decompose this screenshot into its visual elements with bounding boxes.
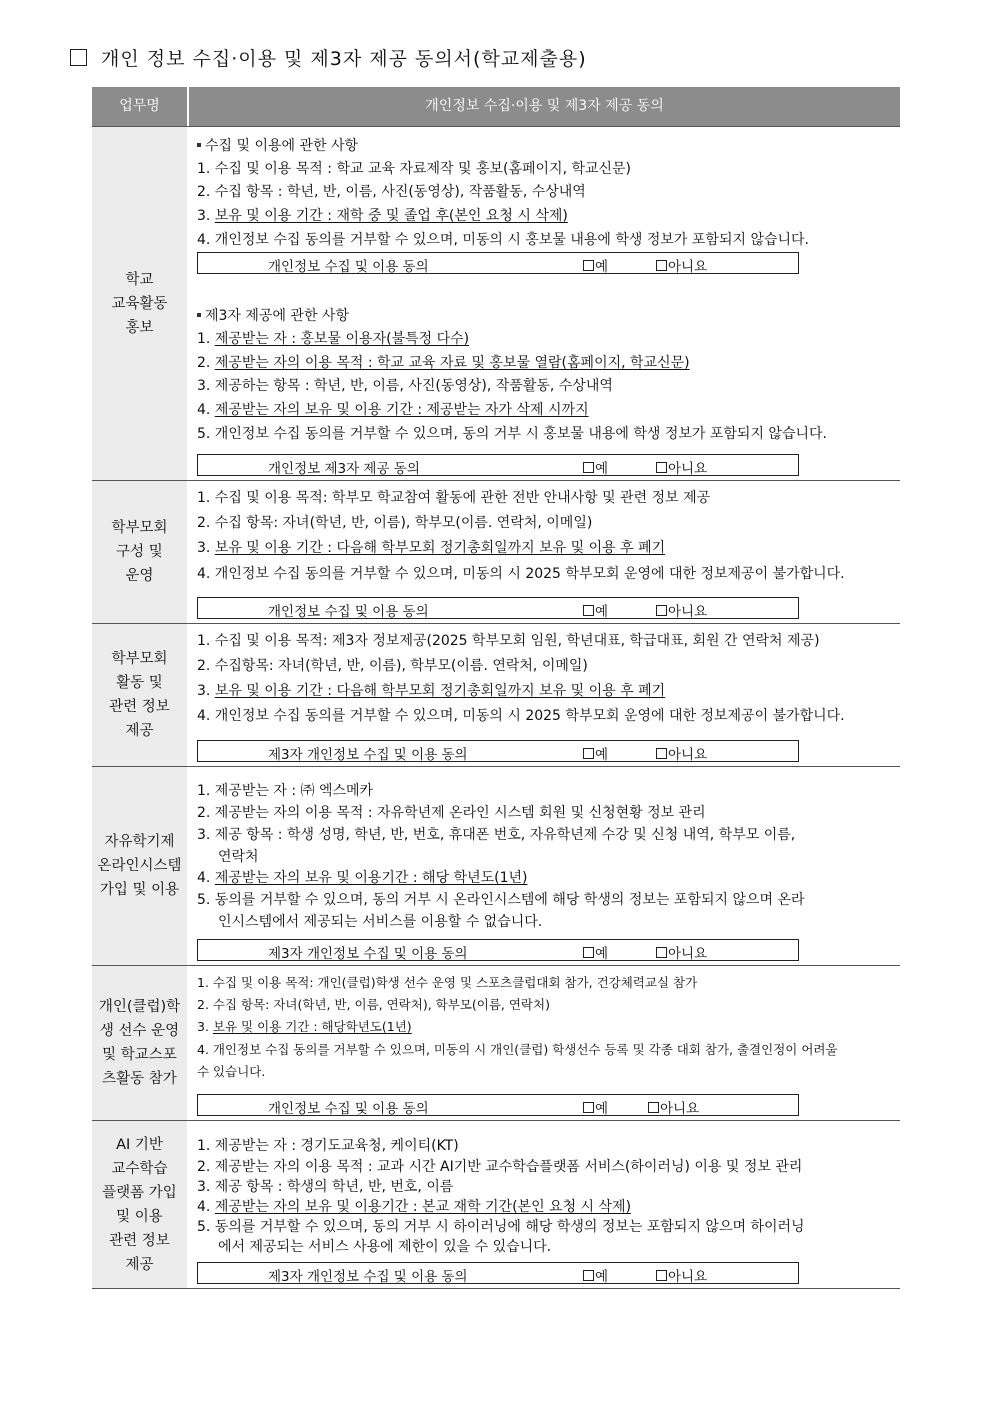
yes-checkbox[interactable]: 예 — [583, 457, 608, 477]
list-item: 2. 수집항목: 자녀(학년, 반, 이름), 학부모(이름. 연락처, 이메일) — [197, 658, 588, 674]
list-item: 2. 수집 항목: 자녀(학년, 반, 이름), 학부모(이름. 연락처, 이메일) — [197, 515, 593, 531]
section-label: 개인(클럽)학 생 선수 운영 및 학교스포 츠활동 참가 — [92, 966, 187, 1120]
consent-box: 제3자 개인정보 수집 및 이용 동의 예 아니요 — [197, 939, 799, 961]
consent-box-collection: 개인정보 수집 및 이용 동의 예 아니요 — [197, 252, 799, 274]
list-item: 3. 제공 항목 : 학생의 학년, 반, 번호, 이름 — [197, 1179, 454, 1195]
no-checkbox[interactable]: 아니요 — [656, 255, 707, 275]
section-ai-learning-platform — [92, 1121, 900, 1289]
consent-box-third-party: 개인정보 제3자 제공 동의 예 아니요 — [197, 454, 799, 476]
yes-checkbox[interactable]: 예 — [583, 942, 608, 962]
consent-box: 개인정보 수집 및 이용 동의 예 아니요 — [197, 597, 799, 619]
list-item: 4. 개인정보 수집 동의를 거부할 수 있으며, 미동의 시 홍보물 내용에 학생 정보가 포함되지 않습니다. — [197, 232, 809, 248]
consent-box: 제3자 개인정보 수집 및 이용 동의 예 아니요 — [197, 740, 799, 762]
list-item: 3. 제공 항목 : 학생 성명, 학년, 반, 번호, 휴대폰 번호, 자유학년제 수강 및 신청 내역, 학부모 이름, — [197, 827, 796, 843]
list-item: 1. 수집 및 이용 목적: 학부모 학교참여 활동에 관한 전반 안내사항 및 관련 정보 제공 — [197, 490, 711, 506]
list-item-continued: 에서 제공되는 서비스 사용에 제한이 있을 수 있습니다. — [218, 1239, 552, 1255]
document-title: 개인 정보 수집·이용 및 제3자 제공 동의서(학교제출용) — [70, 44, 587, 71]
list-item: 2. 수집 항목 : 학년, 반, 이름, 사진(동영상), 작품활동, 수상내역 — [197, 184, 586, 200]
no-checkbox[interactable]: 아니요 — [656, 743, 707, 763]
list-item: 1. 수집 및 이용 목적 : 학교 교육 자료제작 및 홍보(홈페이지, 학교신문) — [197, 161, 632, 177]
section-school-promotion — [92, 127, 900, 481]
section-parent-committee-activity — [92, 624, 900, 767]
no-checkbox[interactable]: 아니요 — [656, 457, 707, 477]
list-item: 5. 동의를 거부할 수 있으며, 동의 거부 시 온라인시스템에 해당 학생의 정보는 포함되지 않으며 온라 — [197, 892, 805, 908]
yes-checkbox[interactable]: 예 — [583, 600, 608, 620]
yes-checkbox[interactable]: 예 — [583, 255, 608, 275]
list-item: 4. 제공받는 자의 보유 및 이용기간 : 본교 재학 기간(본인 요청 시 삭제) — [197, 1199, 632, 1215]
header-consent: 개인정보 수집·이용 및 제3자 제공 동의 — [425, 98, 664, 114]
table-header — [92, 87, 900, 126]
section-free-semester-system — [92, 767, 900, 966]
list-item: 4. 제공받는 자의 보유 및 이용 기간 : 제공받는 자가 삭제 시까지 — [197, 402, 589, 418]
subheading-collection: 수집 및 이용에 관한 사항 — [197, 135, 358, 155]
no-checkbox[interactable]: 아니요 — [648, 1097, 699, 1117]
list-item-continued: 연락처 — [218, 849, 259, 865]
list-item: 3. 보유 및 이용 기간 : 재학 중 및 졸업 후(본인 요청 시 삭제) — [197, 208, 568, 224]
header-task-name: 업무명 — [92, 87, 189, 126]
list-item: 1. 수집 및 이용 목적: 개인(클럽)학생 선수 운영 및 스포츠클럽대회 참가, 건강체력교실 참가 — [197, 975, 698, 990]
no-checkbox[interactable]: 아니요 — [656, 600, 707, 620]
yes-checkbox[interactable]: 예 — [583, 1097, 608, 1117]
consent-box: 제3자 개인정보 수집 및 이용 동의 예 아니요 — [197, 1262, 799, 1284]
list-item: 4. 개인정보 수집 동의를 거부할 수 있으며, 미동의 시 개인(클럽) 학생선수 등록 및 각종 대회 참가, 출결인정이 어려울 — [197, 1042, 838, 1057]
checkbox-square-icon — [70, 49, 87, 66]
no-checkbox[interactable]: 아니요 — [656, 942, 707, 962]
list-item: 3. 보유 및 이용 기간 : 다음해 학부모회 정기총회일까지 보유 및 이용 후 폐기 — [197, 540, 666, 556]
list-item: 4. 개인정보 수집 동의를 거부할 수 있으며, 미동의 시 2025 학부모회 운영에 대한 정보제공이 불가합니다. — [197, 708, 845, 724]
list-item: 1. 제공받는 자 : 경기도교육청, 케이티(KT) — [197, 1138, 459, 1154]
yes-checkbox[interactable]: 예 — [583, 743, 608, 763]
section-label: 학교 교육활동 홍보 — [92, 127, 187, 480]
section-parent-committee-organization — [92, 481, 900, 624]
list-item-continued: 인시스템에서 제공되는 서비스를 이용할 수 없습니다. — [218, 914, 543, 930]
list-item: 5. 동의를 거부할 수 있으며, 동의 거부 시 하이러닝에 해당 학생의 정보는 포함되지 않으며 하이러닝 — [197, 1219, 805, 1235]
consent-box: 개인정보 수집 및 이용 동의 예 아니요 — [197, 1094, 799, 1116]
subheading-third-party: 제3자 제공에 관한 사항 — [197, 305, 349, 325]
section-label: 학부모회 활동 및 관련 정보 제공 — [92, 624, 187, 766]
list-item: 3. 제공하는 항목 : 학년, 반, 이름, 사진(동영상), 작품활동, 수상내역 — [197, 378, 613, 394]
list-item: 3. 보유 및 이용 기간 : 다음해 학부모회 정기총회일까지 보유 및 이용 후 폐기 — [197, 683, 666, 699]
list-item: 1. 수집 및 이용 목적: 제3자 정보제공(2025 학부모회 임원, 학년대표, 학급대표, 회원 간 연락처 제공) — [197, 633, 820, 649]
list-item: 2. 제공받는 자의 이용 목적 : 교과 시간 AI기반 교수학습플랫폼 서비스(하이러닝) 이용 및 정보 관리 — [197, 1159, 803, 1175]
list-item: 2. 제공받는 자의 이용 목적 : 학교 교육 자료 및 홍보물 열람(홈페이지, 학교신문) — [197, 355, 690, 371]
section-label: AI 기반 교수학습 플랫폼 가입 및 이용 관련 정보 제공 — [92, 1121, 187, 1288]
list-item-continued: 수 있습니다. — [197, 1064, 266, 1079]
list-item: 1. 제공받는 자 : ㈜ 엑스메카 — [197, 783, 374, 799]
no-checkbox[interactable]: 아니요 — [656, 1265, 707, 1285]
list-item: 1. 제공받는 자 : 홍보물 이용자(불특정 다수) — [197, 331, 470, 347]
list-item: 4. 개인정보 수집 동의를 거부할 수 있으며, 미동의 시 2025 학부모회 운영에 대한 정보제공이 불가합니다. — [197, 566, 845, 582]
list-item: 4. 제공받는 자의 보유 및 이용기간 : 해당 학년도(1년) — [197, 870, 528, 886]
list-item: 5. 개인정보 수집 동의를 거부할 수 있으며, 동의 거부 시 홍보물 내용에 학생 정보가 포함되지 않습니다. — [197, 426, 827, 442]
list-item: 3. 보유 및 이용 기간 : 해당학년도(1년) — [197, 1019, 412, 1034]
list-item: 2. 수집 항목: 자녀(학년, 반, 이름, 연락처), 학부모(이름, 연락처) — [197, 997, 550, 1012]
section-label: 학부모회 구성 및 운영 — [92, 481, 187, 623]
list-item: 2. 제공받는 자의 이용 목적 : 자유학년제 온라인 시스템 회원 및 신청현황 정보 관리 — [197, 805, 706, 821]
yes-checkbox[interactable]: 예 — [583, 1265, 608, 1285]
section-label: 자유학기제 온라인시스템 가입 및 이용 — [92, 767, 187, 965]
section-club-student-athletes — [92, 966, 900, 1121]
